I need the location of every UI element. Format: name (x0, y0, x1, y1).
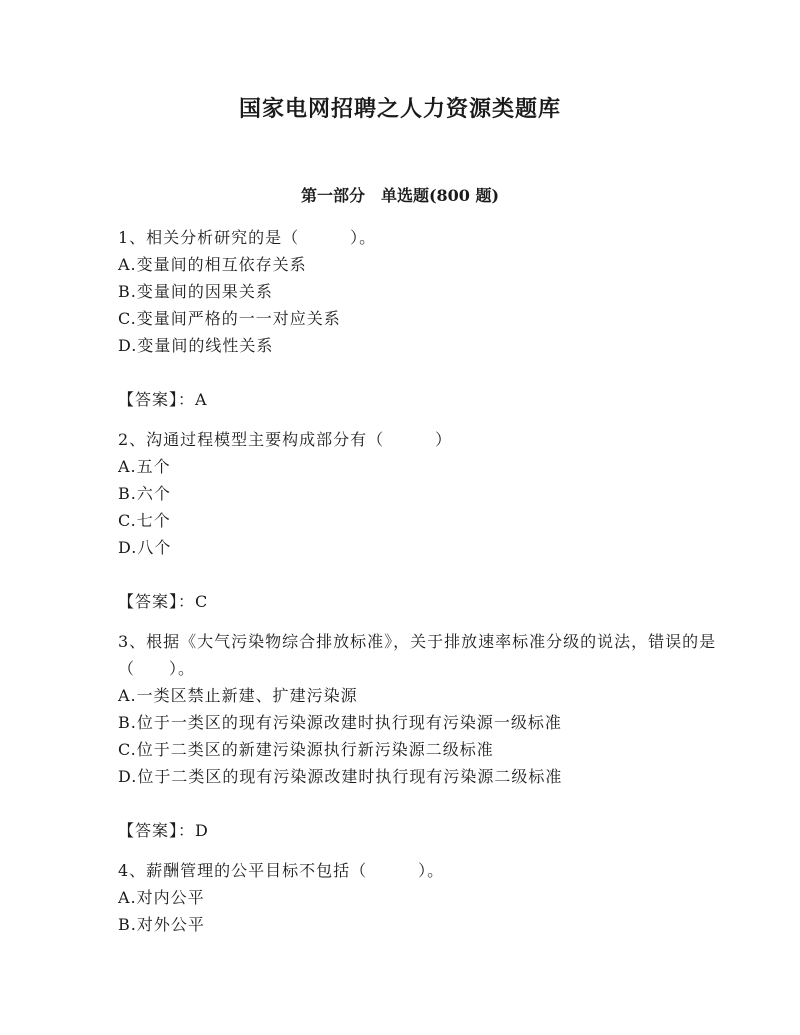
option-a: A.对内公平 (118, 888, 205, 907)
question-3 (118, 628, 718, 844)
question-1 (118, 224, 718, 413)
answer-line (118, 386, 718, 413)
answer-value: A (195, 390, 208, 409)
question-stem: 2、沟通过程模型主要构成部分有（ ） (118, 430, 453, 449)
question-stem: 4、薪酬管理的公平目标不包括（ ）。 (118, 861, 445, 880)
answer-label: 【答案】： (118, 821, 196, 840)
option-d: D.变量间的线性关系 (118, 336, 274, 355)
answer-label: 【答案】： (118, 592, 196, 611)
page-title: 国家电网招聘之人力资源类题库 (238, 96, 561, 122)
option-a: A.变量间的相互依存关系 (118, 255, 307, 274)
option-a: A.五个 (118, 457, 171, 476)
option-a: A.一类区禁止新建、扩建污染源 (118, 686, 358, 705)
answer-value: C (195, 592, 209, 611)
option-b: B.变量间的因果关系 (118, 282, 273, 301)
option-b: B.六个 (118, 484, 171, 503)
section-heading: 第一部分 单选题(800 题) (300, 186, 500, 205)
option-d: D.八个 (118, 538, 172, 557)
option-b: B.位于一类区的现有污染源改建时执行现有污染源一级标准 (118, 713, 562, 732)
question-stem: 3、根据《大气污染物综合排放标准》，关于排放速率标准分级的说法，错误的是（ ）。 (118, 632, 717, 678)
question-list (118, 224, 718, 938)
answer-line (118, 588, 718, 615)
option-c: C.位于二类区的新建污染源执行新污染源二级标准 (118, 740, 494, 759)
answer-value: D (195, 821, 209, 840)
option-c: C.变量间严格的一一对应关系 (118, 309, 341, 328)
question-4 (118, 857, 718, 938)
question-stem: 1、相关分析研究的是（ ）。 (118, 228, 377, 247)
option-b: B.对外公平 (118, 915, 205, 934)
answer-line (118, 817, 718, 844)
option-d: D.位于二类区的现有污染源改建时执行现有污染源二级标准 (118, 767, 563, 786)
answer-label: 【答案】： (118, 390, 196, 409)
option-c: C.七个 (118, 511, 171, 530)
question-2 (118, 426, 718, 615)
